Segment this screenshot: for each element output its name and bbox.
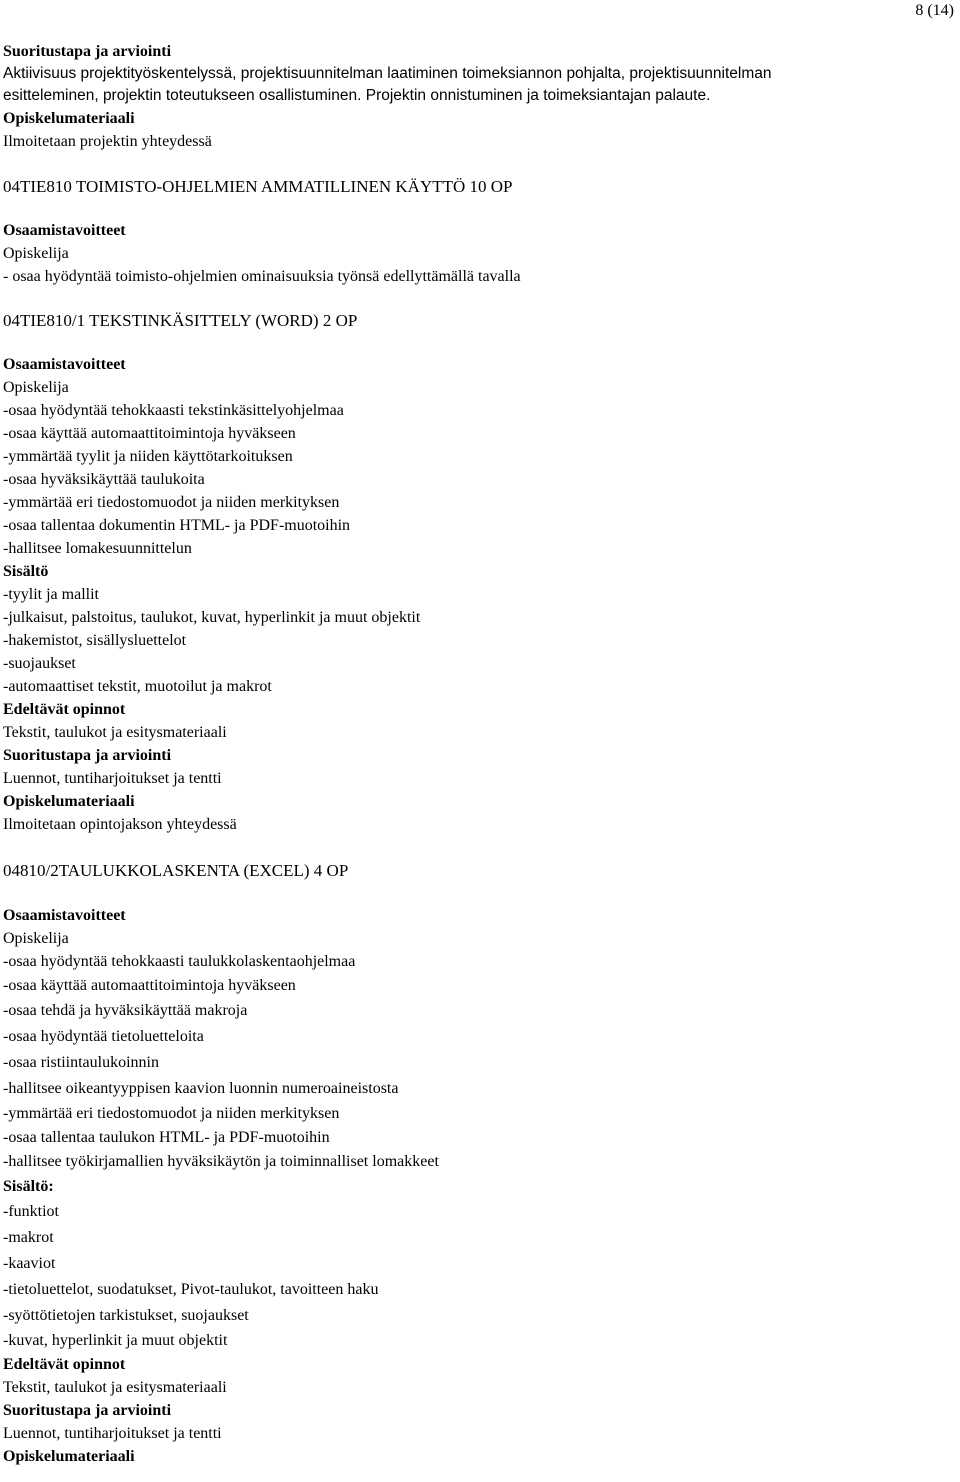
list-item: -tietoluettelot, suodatukset, Pivot-taulukot, tavoitteen haku <box>3 1281 379 1298</box>
excel-goals-heading: Osaamistavoitteet <box>3 907 126 924</box>
list-item: -hallitsee lomakesuunnittelun <box>3 540 192 557</box>
materials-heading: Opiskelumateriaali <box>3 110 135 127</box>
list-item: -syöttötietojen tarkistukset, suojaukset <box>3 1307 249 1324</box>
word-content-heading: Sisältö <box>3 563 49 580</box>
list-item: -ymmärtää eri tiedostomuodot ja niiden merkityksen <box>3 1105 340 1122</box>
list-item: -osaa käyttää automaattitoimintoja hyväkseen <box>3 425 296 442</box>
word-goals-heading: Osaamistavoitteet <box>3 356 126 373</box>
list-item: -osaa hyödyntää tehokkaasti taulukkolaskentaohjelmaa <box>3 953 356 970</box>
word-materials-heading: Opiskelumateriaali <box>3 793 135 810</box>
word-prereq-text: Tekstit, taulukot ja esitysmateriaali <box>3 724 227 741</box>
list-item: -osaa käyttää automaattitoimintoja hyväkseen <box>3 977 296 994</box>
word-student-label: Opiskelija <box>3 379 69 396</box>
document-body <box>3 40 953 1468</box>
list-item: -kuvat, hyperlinkit ja muut objektit <box>3 1332 228 1349</box>
list-item: -osaa tehdä ja hyväksikäyttää makroja <box>3 1002 248 1019</box>
goal-item: - osaa hyödyntää toimisto-ohjelmien ominaisuuksia työnsä edellyttämällä tavalla <box>3 268 521 285</box>
list-item: -julkaisut, palstoitus, taulukot, kuvat, hyperlinkit ja muut objektit <box>3 609 421 626</box>
excel-assessment-text: Luennot, tuntiharjoitukset ja tentti <box>3 1425 222 1442</box>
list-item: -makrot <box>3 1229 54 1246</box>
assessment-text-line: Aktiivisuus projektityöskentelyssä, projektisuunnitelman laatiminen toimeksiannon pohjalta, projektisuunnitelman <box>3 65 772 82</box>
assessment-text-line: esitteleminen, projektin toteutukseen osallistuminen. Projektin onnistuminen ja toimeksiantajan palaute. <box>3 87 711 104</box>
excel-student-label: Opiskelija <box>3 930 69 947</box>
list-item: -hallitsee oikeantyyppisen kaavion luonnin numeroaineistosta <box>3 1080 399 1097</box>
list-item: -hallitsee työkirjamallien hyväksikäytön ja toiminnalliset lomakkeet <box>3 1153 439 1170</box>
word-materials-text: Ilmoitetaan opintojakson yhteydessä <box>3 816 237 833</box>
list-item: -hakemistot, sisällysluettelot <box>3 632 187 649</box>
materials-text: Ilmoitetaan projektin yhteydessä <box>3 133 212 150</box>
list-item: -osaa ristiintaulukoinnin <box>3 1054 159 1071</box>
assessment-heading: Suoritustapa ja arviointi <box>3 43 172 60</box>
list-item: -ymmärtää eri tiedostomuodot ja niiden merkityksen <box>3 494 340 511</box>
excel-content-list <box>3 1199 953 1353</box>
word-content-list <box>3 583 953 698</box>
list-item: -osaa hyödyntää tietoluetteloita <box>3 1028 204 1045</box>
list-item: -tyylit ja mallit <box>3 586 99 603</box>
excel-content-heading: Sisältö: <box>3 1178 54 1195</box>
list-item: -funktiot <box>3 1203 59 1220</box>
student-label: Opiskelija <box>3 245 69 262</box>
word-prereq-heading: Edeltävät opinnot <box>3 701 126 718</box>
excel-prereq-heading: Edeltävät opinnot <box>3 1356 126 1373</box>
excel-prereq-text: Tekstit, taulukot ja esitysmateriaali <box>3 1379 227 1396</box>
list-item: -suojaukset <box>3 655 76 672</box>
list-item: -osaa hyödyntää tehokkaasti tekstinkäsittelyohjelmaa <box>3 402 344 419</box>
course-title: 04TIE810 TOIMISTO-OHJELMIEN AMMATILLINEN KÄYTTÖ 10 OP <box>3 177 513 196</box>
list-item: -automaattiset tekstit, muotoilut ja makrot <box>3 678 272 695</box>
list-item: -osaa hyväksikäyttää taulukoita <box>3 471 205 488</box>
excel-materials-heading: Opiskelumateriaali <box>3 1448 135 1465</box>
excel-assessment-heading: Suoritustapa ja arviointi <box>3 1402 172 1419</box>
word-course-title: 04TIE810/1 TEKSTINKÄSITTELY (WORD) 2 OP <box>3 311 358 330</box>
list-item: -osaa tallentaa dokumentin HTML- ja PDF-muotoihin <box>3 517 351 534</box>
list-item: -osaa tallentaa taulukon HTML- ja PDF-muotoihin <box>3 1129 330 1146</box>
goals-heading: Osaamistavoitteet <box>3 222 126 239</box>
excel-goals-list <box>3 950 953 1174</box>
page-number: 8 (14) <box>915 2 954 19</box>
word-assessment-heading: Suoritustapa ja arviointi <box>3 747 172 764</box>
list-item: -ymmärtää tyylit ja niiden käyttötarkoituksen <box>3 448 293 465</box>
list-item: -kaaviot <box>3 1255 56 1272</box>
excel-course-title: 04810/2TAULUKKOLASKENTA (EXCEL) 4 OP <box>3 861 349 880</box>
word-assessment-text: Luennot, tuntiharjoitukset ja tentti <box>3 770 222 787</box>
word-goals-list <box>3 399 953 560</box>
